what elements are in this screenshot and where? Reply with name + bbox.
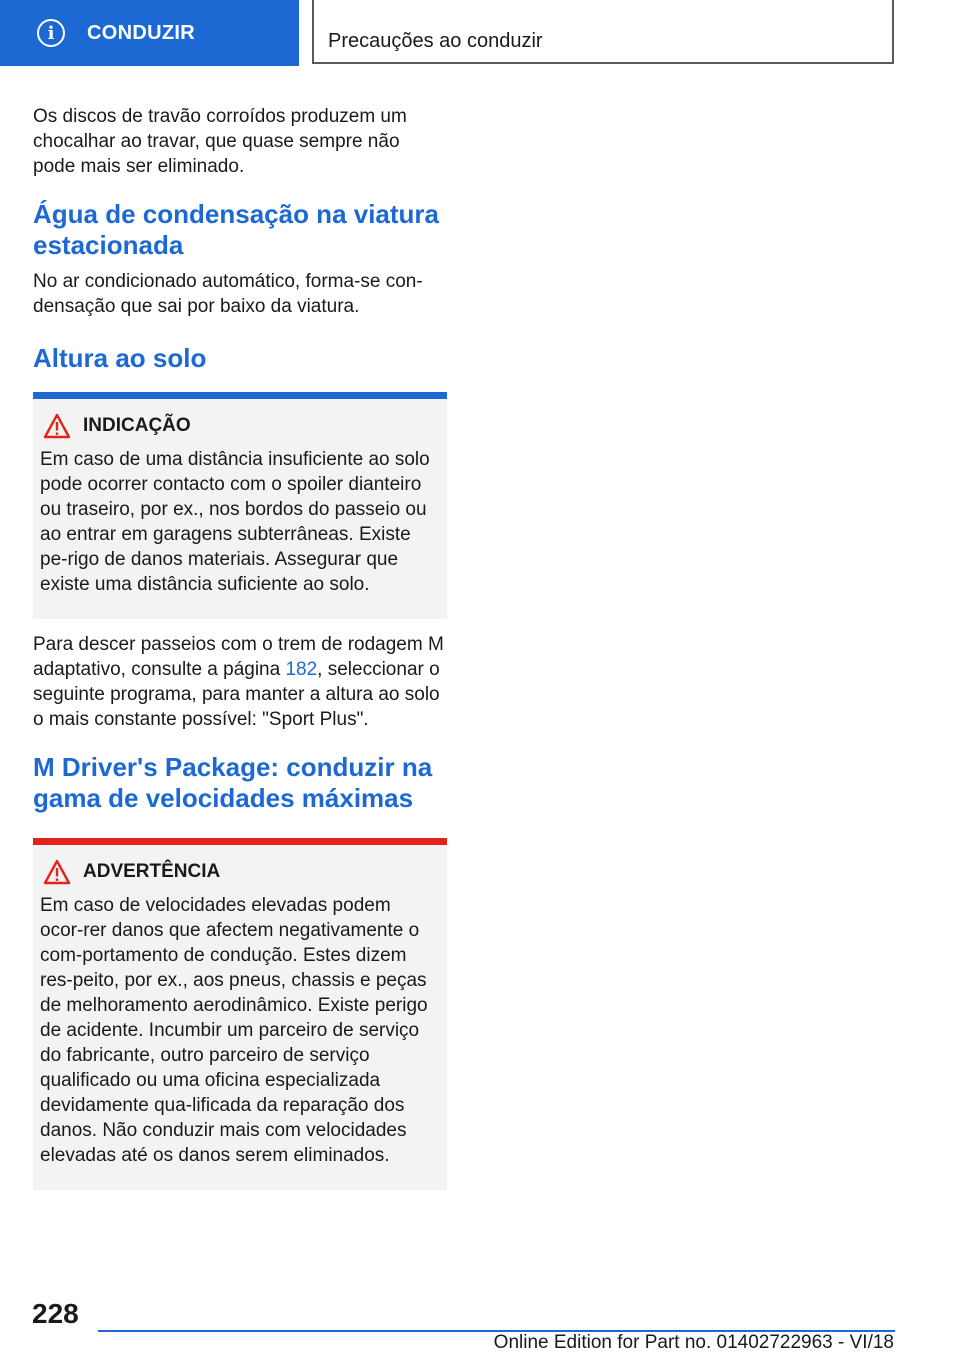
section-heading-condensation: Água de condensação na viatura estacionada: [33, 199, 440, 260]
notice-title: INDICAÇÃO: [83, 415, 191, 436]
page-number: 228: [32, 1298, 79, 1329]
paragraph-text-continued: , seleccionar o seguinte programa, para manter a altura ao solo o mais constante possível: "Sport Plus".: [33, 659, 440, 730]
warning-box: [33, 838, 447, 1190]
page-title-box: [312, 0, 894, 64]
footer-edition-text: Online Edition for Part no. 01402722963 - VI/18: [493, 1332, 894, 1353]
paragraph-text: Para descer passeios com o trem de rodagem M adaptativo, consulte a página: [33, 634, 444, 680]
section-heading-ground-clearance: Altura ao solo: [33, 343, 207, 373]
section-heading-max-speed: M Driver's Package: conduzir na gama de velocidades máximas: [33, 752, 433, 813]
info-icon: i: [37, 19, 65, 47]
warning-triangle-icon: [43, 413, 71, 439]
page-title: Precauções ao conduzir: [328, 30, 543, 52]
content-column: [33, 104, 447, 1190]
page-link[interactable]: 182: [285, 659, 318, 680]
warning-header: [40, 857, 439, 887]
intro-paragraph: Os discos de travão corroídos produzem um chocalhar ao travar, que quase sempre não pode mais ser eliminado.: [33, 106, 407, 177]
section-label: CONDUZIR: [87, 21, 195, 44]
notice-header: [40, 411, 439, 441]
warning-text: Em caso de velocidades elevadas podem ocor-rer danos que afectem negativamente o com-portamento de condução. Estes dizem res-peito, por ex., aos pneus, chassis e peças de melhoramento aerodinâmico. Existe perigo de acidente. Incumbir um parceiro de serviço do fabricante, outro parceiro de serviço qualificado ou uma oficina especializada devidamente qua-lificada da reparação dos danos. Não conduzir mais com velocidades elevadas até os danos serem eliminados.: [40, 895, 428, 1166]
notice-text: Em caso de uma distância insuficiente ao solo pode ocorrer contacto com o spoiler dianteiro ou traseiro, por ex., nos bordos do passeio ou ao entrar em garagens subterrâneas. Existe pe-rigo de danos materiais. Assegurar que existe uma distância suficiente ao solo.: [40, 449, 430, 595]
warning-triangle-icon: [43, 859, 71, 885]
ground-clearance-paragraph: [33, 632, 447, 732]
section-tab[interactable]: [0, 0, 299, 66]
warning-title: ADVERTÊNCIA: [83, 861, 221, 882]
condensation-paragraph: No ar condicionado automático, forma-se con-densação que sai por baixo da viatura.: [33, 271, 423, 317]
notice-box: [33, 392, 447, 619]
